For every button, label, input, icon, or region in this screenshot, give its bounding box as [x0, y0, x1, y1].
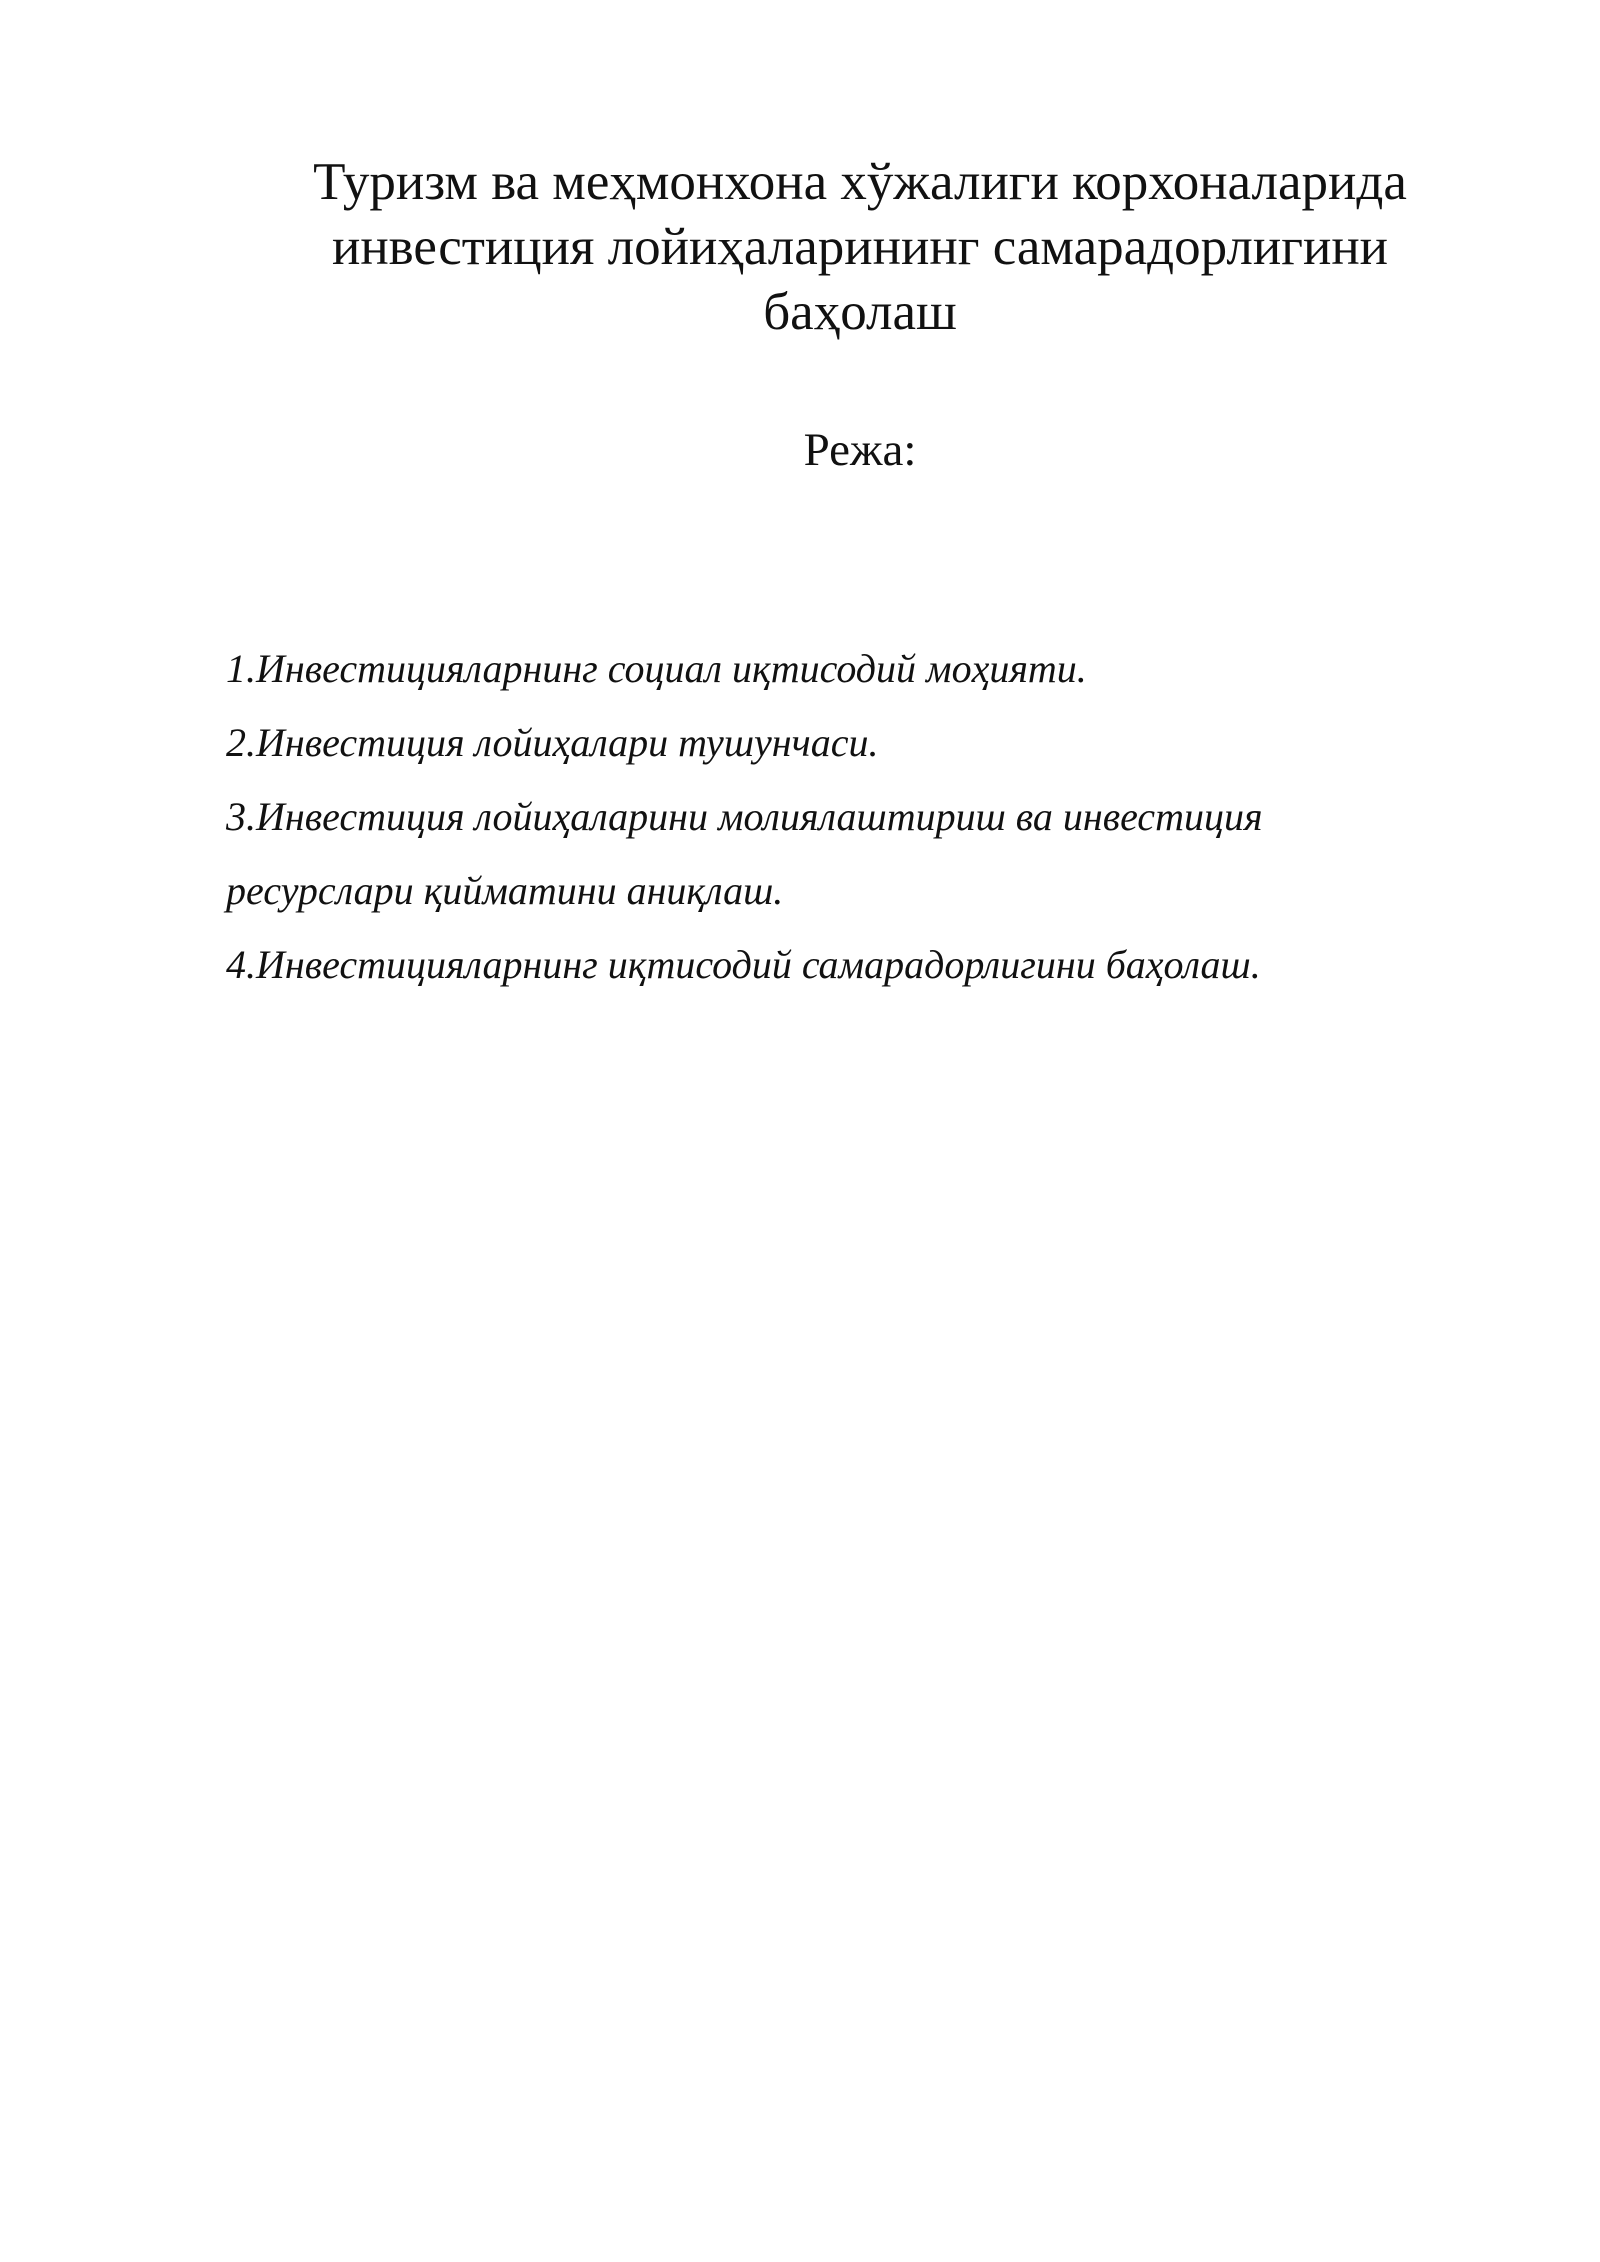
plan-list: [226, 632, 1526, 1002]
plan-heading: Режа:: [803, 424, 917, 476]
title-line: баҳолаш: [763, 283, 957, 341]
title-line: Туризм ва меҳмонхона хўжалиги корхоналарида: [313, 153, 1407, 211]
plan-item: 3.Инвестиция лойиҳаларини молиялаштириш ва инвестиция: [226, 794, 1263, 839]
plan-item: ресурслари қийматини аниқлаш.: [226, 868, 784, 913]
plan-item: 1.Инвестицияларнинг социал иқтисодий моҳияти.: [226, 646, 1087, 691]
title-line: инвестиция лойиҳаларининг самарадорлигини: [331, 218, 1389, 276]
document-title: [160, 150, 1560, 345]
plan-item: 4.Инвестицияларнинг иқтисодий самарадорлигини баҳолаш.: [226, 942, 1261, 987]
plan-item: 2.Инвестиция лойиҳалари тушунчаси.: [226, 720, 879, 765]
